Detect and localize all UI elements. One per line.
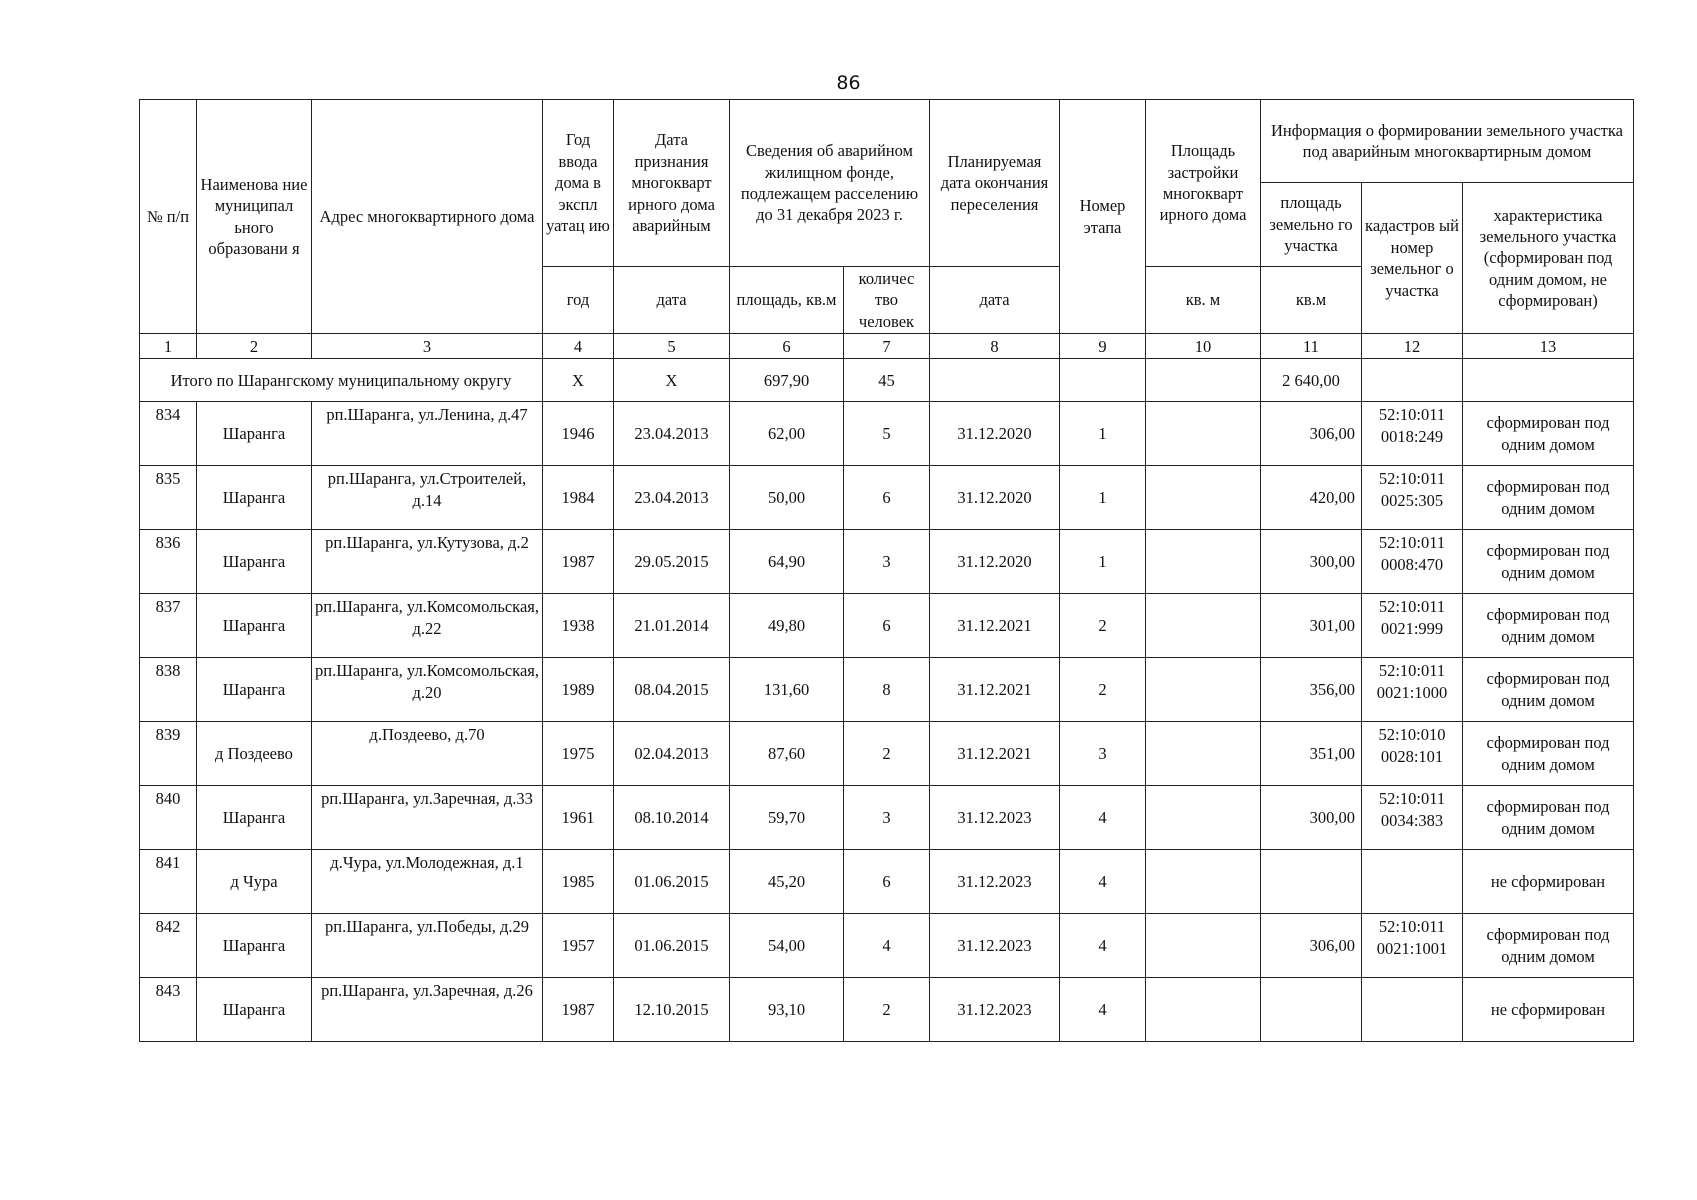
- plot-characteristic: сформирован под одним домом: [1463, 530, 1634, 594]
- plot-area: 306,00: [1261, 914, 1362, 978]
- plot-area: 420,00: [1261, 466, 1362, 530]
- building-area: [1146, 722, 1261, 786]
- plot-characteristic: не сформирован: [1463, 850, 1634, 914]
- cadastral-number: 52:10:011 0034:383: [1362, 786, 1463, 850]
- stage-number: 3: [1060, 722, 1146, 786]
- row-number: 842: [140, 914, 197, 978]
- people-count: 5: [844, 402, 930, 466]
- plot-characteristic: не сформирован: [1463, 978, 1634, 1042]
- municipality: Шаранга: [197, 978, 312, 1042]
- header-plot-characteristic: характеристика земельного участка (сформирован под одним домом, не сформирован): [1463, 183, 1634, 334]
- table-row: [140, 658, 1634, 722]
- stage-number: 2: [1060, 594, 1146, 658]
- column-number: 1: [140, 334, 197, 359]
- plot-area: 356,00: [1261, 658, 1362, 722]
- table-row: [140, 466, 1634, 530]
- address: д.Поздеево, д.70: [312, 722, 543, 786]
- recognition-date: 08.04.2015: [614, 658, 730, 722]
- row-number: 841: [140, 850, 197, 914]
- commission-year: 1975: [543, 722, 614, 786]
- recognition-date: 29.05.2015: [614, 530, 730, 594]
- header-planned-end-date: Планируемая дата окончания переселения: [930, 100, 1060, 267]
- header-municipality: Наименова ние муниципал ьного образовани я: [197, 100, 312, 334]
- municipality: Шаранга: [197, 594, 312, 658]
- people-count: 6: [844, 850, 930, 914]
- planned-date: 31.12.2023: [930, 914, 1060, 978]
- plot-area: 351,00: [1261, 722, 1362, 786]
- planned-date: 31.12.2021: [930, 594, 1060, 658]
- municipality: д Поздеево: [197, 722, 312, 786]
- municipality: д Чура: [197, 850, 312, 914]
- recognition-date: 01.06.2015: [614, 914, 730, 978]
- table-row: [140, 914, 1634, 978]
- building-area: [1146, 786, 1261, 850]
- header-unit-plan-date: дата: [930, 267, 1060, 334]
- address: рп.Шаранга, ул.Комсомольская, д.22: [312, 594, 543, 658]
- planned-date: 31.12.2023: [930, 978, 1060, 1042]
- plot-characteristic: сформирован под одним домом: [1463, 594, 1634, 658]
- commission-year: 1984: [543, 466, 614, 530]
- total-stage: [1060, 359, 1146, 402]
- address: д.Чура, ул.Молодежная, д.1: [312, 850, 543, 914]
- cadastral-number: 52:10:011 0018:249: [1362, 402, 1463, 466]
- people-count: 3: [844, 530, 930, 594]
- header-unit-build-area: кв. м: [1146, 267, 1261, 334]
- total-char: [1463, 359, 1634, 402]
- commission-year: 1989: [543, 658, 614, 722]
- recognition-date: 02.04.2013: [614, 722, 730, 786]
- total-plan: [930, 359, 1060, 402]
- row-number: 837: [140, 594, 197, 658]
- total-build: [1146, 359, 1261, 402]
- commission-year: 1957: [543, 914, 614, 978]
- address: рп.Шаранга, ул.Кутузова, д.2: [312, 530, 543, 594]
- planned-date: 31.12.2021: [930, 658, 1060, 722]
- total-year: X: [543, 359, 614, 402]
- cadastral-number: 52:10:011 0021:1000: [1362, 658, 1463, 722]
- column-number: 2: [197, 334, 312, 359]
- table-row: [140, 530, 1634, 594]
- building-area: [1146, 402, 1261, 466]
- header-stage-number: Номер этапа: [1060, 100, 1146, 334]
- municipality: Шаранга: [197, 658, 312, 722]
- building-area: [1146, 594, 1261, 658]
- plot-area: 306,00: [1261, 402, 1362, 466]
- stage-number: 1: [1060, 402, 1146, 466]
- total-area: 697,90: [730, 359, 844, 402]
- flat-area: 93,10: [730, 978, 844, 1042]
- cadastral-number: 52:10:011 0008:470: [1362, 530, 1463, 594]
- table-row: [140, 978, 1634, 1042]
- recognition-date: 12.10.2015: [614, 978, 730, 1042]
- column-number: 8: [930, 334, 1060, 359]
- recognition-date: 01.06.2015: [614, 850, 730, 914]
- people-count: 2: [844, 978, 930, 1042]
- row-number: 836: [140, 530, 197, 594]
- stage-number: 4: [1060, 850, 1146, 914]
- municipality: Шаранга: [197, 402, 312, 466]
- stage-number: 4: [1060, 786, 1146, 850]
- address: рп.Шаранга, ул.Комсомольская, д.20: [312, 658, 543, 722]
- stage-number: 4: [1060, 978, 1146, 1042]
- commission-year: 1961: [543, 786, 614, 850]
- planned-date: 31.12.2020: [930, 402, 1060, 466]
- people-count: 2: [844, 722, 930, 786]
- table-row: [140, 786, 1634, 850]
- header-address: Адрес многоквартирного дома: [312, 100, 543, 334]
- header-unit-year: год: [543, 267, 614, 334]
- stage-number: 4: [1060, 914, 1146, 978]
- commission-year: 1987: [543, 530, 614, 594]
- commission-year: 1987: [543, 978, 614, 1042]
- header-land-plot-group: Информация о формировании земельного участка под аварийным многоквартирным домом: [1261, 100, 1634, 183]
- column-number: 7: [844, 334, 930, 359]
- header-emergency-fund-group: Сведения об аварийном жилищном фонде, подлежащем расселению до 31 декабря 2023 г.: [730, 100, 930, 267]
- flat-area: 59,70: [730, 786, 844, 850]
- address: рп.Шаранга, ул.Строителей, д.14: [312, 466, 543, 530]
- plot-area: 300,00: [1261, 530, 1362, 594]
- total-label: Итого по Шарангскому муниципальному округу: [140, 359, 543, 402]
- row-number: 840: [140, 786, 197, 850]
- plot-characteristic: сформирован под одним домом: [1463, 402, 1634, 466]
- recognition-date: 21.01.2014: [614, 594, 730, 658]
- column-number: 6: [730, 334, 844, 359]
- address: рп.Шаранга, ул.Заречная, д.33: [312, 786, 543, 850]
- people-count: 8: [844, 658, 930, 722]
- column-number: 5: [614, 334, 730, 359]
- plot-characteristic: сформирован под одним домом: [1463, 722, 1634, 786]
- column-number: 9: [1060, 334, 1146, 359]
- commission-year: 1985: [543, 850, 614, 914]
- stage-number: 2: [1060, 658, 1146, 722]
- column-number: 11: [1261, 334, 1362, 359]
- header-row-number: № п/п: [140, 100, 197, 334]
- header-unit-date: дата: [614, 267, 730, 334]
- building-area: [1146, 850, 1261, 914]
- column-number: 3: [312, 334, 543, 359]
- municipality: Шаранга: [197, 530, 312, 594]
- header-commission-year: Год ввода дома в экспл уатац ию: [543, 100, 614, 267]
- column-number: 12: [1362, 334, 1463, 359]
- address: рп.Шаранга, ул.Ленина, д.47: [312, 402, 543, 466]
- flat-area: 131,60: [730, 658, 844, 722]
- flat-area: 45,20: [730, 850, 844, 914]
- plot-characteristic: сформирован под одним домом: [1463, 466, 1634, 530]
- building-area: [1146, 466, 1261, 530]
- people-count: 4: [844, 914, 930, 978]
- flat-area: 64,90: [730, 530, 844, 594]
- planned-date: 31.12.2021: [930, 722, 1060, 786]
- cadastral-number: 52:10:011 0021:1001: [1362, 914, 1463, 978]
- cadastral-number: 52:10:011 0025:305: [1362, 466, 1463, 530]
- flat-area: 54,00: [730, 914, 844, 978]
- address: рп.Шаранга, ул.Заречная, д.26: [312, 978, 543, 1042]
- resettlement-table: [139, 99, 1634, 1042]
- commission-year: 1938: [543, 594, 614, 658]
- stage-number: 1: [1060, 530, 1146, 594]
- recognition-date: 23.04.2013: [614, 402, 730, 466]
- flat-area: 62,00: [730, 402, 844, 466]
- row-number: 834: [140, 402, 197, 466]
- page-number: 86: [836, 72, 861, 94]
- stage-number: 1: [1060, 466, 1146, 530]
- cadastral-number: 52:10:010 0028:101: [1362, 722, 1463, 786]
- plot-area: [1261, 850, 1362, 914]
- planned-date: 31.12.2023: [930, 786, 1060, 850]
- row-number: 843: [140, 978, 197, 1042]
- cadastral-number: [1362, 850, 1463, 914]
- header-unit-plot-area: кв.м: [1261, 267, 1362, 334]
- plot-area: 301,00: [1261, 594, 1362, 658]
- header-recognition-date: Дата признания многокварт ирного дома аварийным: [614, 100, 730, 267]
- people-count: 6: [844, 466, 930, 530]
- total-row: [140, 359, 1634, 402]
- people-count: 6: [844, 594, 930, 658]
- total-date: X: [614, 359, 730, 402]
- recognition-date: 08.10.2014: [614, 786, 730, 850]
- header-building-area: Площадь застройки многокварт ирного дома: [1146, 100, 1261, 267]
- column-numbers-row: [140, 334, 1634, 359]
- address: рп.Шаранга, ул.Победы, д.29: [312, 914, 543, 978]
- municipality: Шаранга: [197, 786, 312, 850]
- municipality: Шаранга: [197, 914, 312, 978]
- plot-characteristic: сформирован под одним домом: [1463, 914, 1634, 978]
- total-cad: [1362, 359, 1463, 402]
- planned-date: 31.12.2023: [930, 850, 1060, 914]
- building-area: [1146, 978, 1261, 1042]
- table-row: [140, 722, 1634, 786]
- recognition-date: 23.04.2013: [614, 466, 730, 530]
- column-number: 13: [1463, 334, 1634, 359]
- table-row: [140, 594, 1634, 658]
- planned-date: 31.12.2020: [930, 530, 1060, 594]
- header-unit-area: площадь, кв.м: [730, 267, 844, 334]
- plot-characteristic: сформирован под одним домом: [1463, 786, 1634, 850]
- plot-characteristic: сформирован под одним домом: [1463, 658, 1634, 722]
- row-number: 838: [140, 658, 197, 722]
- commission-year: 1946: [543, 402, 614, 466]
- municipality: Шаранга: [197, 466, 312, 530]
- row-number: 835: [140, 466, 197, 530]
- header-cadastral-number: кадастров ый номер земельног о участка: [1362, 183, 1463, 334]
- column-number: 4: [543, 334, 614, 359]
- people-count: 3: [844, 786, 930, 850]
- building-area: [1146, 658, 1261, 722]
- total-people: 45: [844, 359, 930, 402]
- cadastral-number: 52:10:011 0021:999: [1362, 594, 1463, 658]
- building-area: [1146, 530, 1261, 594]
- flat-area: 87,60: [730, 722, 844, 786]
- flat-area: 49,80: [730, 594, 844, 658]
- plot-area: 300,00: [1261, 786, 1362, 850]
- total-plot-area: 2 640,00: [1261, 359, 1362, 402]
- plot-area: [1261, 978, 1362, 1042]
- column-number: 10: [1146, 334, 1261, 359]
- table-row: [140, 850, 1634, 914]
- planned-date: 31.12.2020: [930, 466, 1060, 530]
- cadastral-number: [1362, 978, 1463, 1042]
- header-plot-area: площадь земельно го участка: [1261, 183, 1362, 267]
- building-area: [1146, 914, 1261, 978]
- table-row: [140, 402, 1634, 466]
- flat-area: 50,00: [730, 466, 844, 530]
- row-number: 839: [140, 722, 197, 786]
- header-unit-people: количес тво человек: [844, 267, 930, 334]
